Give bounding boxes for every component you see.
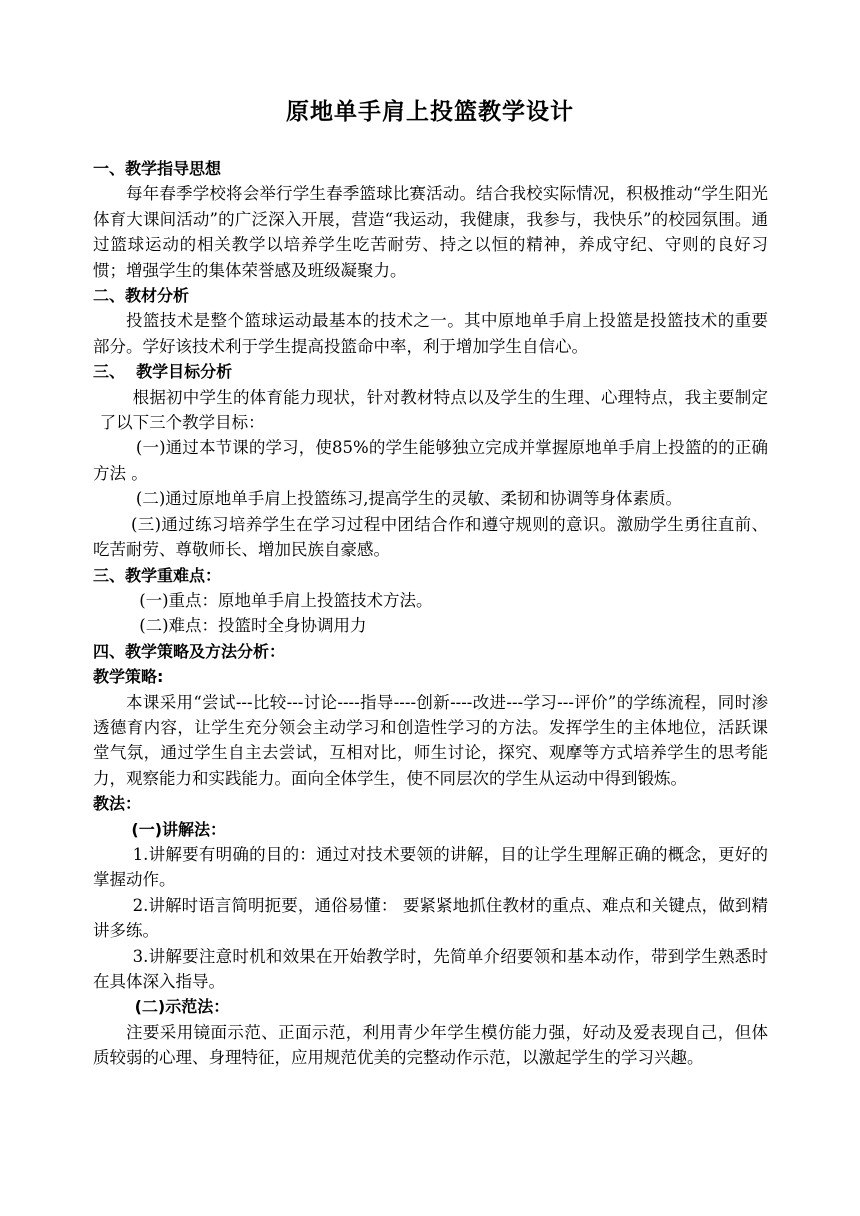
material-analysis-paragraph: 投篮技术是整个篮球运动最基本的技术之一。其中原地单手肩上投篮是投篮技术的重要部分。学好该技术利于学生提高投篮命中率，利于增加学生自信心。 xyxy=(93,311,768,356)
section-heading-strategy: 四、教学策略及方法分析： xyxy=(93,641,286,661)
section-heading-objectives: 三、 教学目标分析 xyxy=(93,362,233,382)
method-demonstration-heading: (二)示范法： xyxy=(134,997,230,1017)
method-explanation-heading: (一)讲解法： xyxy=(131,819,227,839)
document-body xyxy=(93,156,768,1071)
document-title: 原地单手肩上投篮教学设计 xyxy=(286,99,574,125)
key-point-item: (一)重点：原地单手肩上投篮技术方法。 xyxy=(139,590,433,610)
section-heading-key-points: 三、教学重难点： xyxy=(93,565,222,585)
objective-item-3: (三)通过练习培养学生在学习过程中团结合作和遵守规则的意识。激励学生勇往直前、吃苦耐劳、尊敬师长、增加民族自豪感。 xyxy=(93,514,768,560)
objective-item-2: (二)通过原地单手肩上投篮练习,提高学生的灵敏、柔韧和协调等身体素质。 xyxy=(135,489,683,509)
explanation-item-1: 1.讲解要有明确的目的：通过对技术要领的讲解，目的让学生理解正确的概念，更好的掌握动作。 xyxy=(93,844,768,890)
section-heading-material-analysis: 二、教材分析 xyxy=(93,286,190,306)
strategy-paragraph: 本课采用“尝试---比较---讨论----指导----创新----改进---学习---评价”的学练流程，同时渗透德育内容，让学生充分领会主动学习和创造性学习的方法。发挥学生的主体地位，活跃课堂气氛，通过学生自主去尝试，互相对比，师生讨论，探究、观摩等方式培养学生的思考能力，观察能力和实践能力。面向全体学生，使不同层次的学生从运动中得到锻炼。 xyxy=(93,692,768,788)
objectives-intro-paragraph: 根据初中学生的体育能力现状，针对教材特点以及学生的生理、心理特点，我主要制定了以下三个教学目标： xyxy=(99,387,768,433)
difficulty-item: (二)难点：投篮时全身协调用力 xyxy=(139,616,367,636)
strategy-label: 教学策略: xyxy=(93,667,164,687)
explanation-item-3: 3.讲解要注意时机和效果在开始教学时，先简单介绍要领和基本动作，带到学生熟悉时在具体深入指导。 xyxy=(93,946,768,991)
objective-item-1: (一)通过本节课的学习，使85%的学生能够独立完成并掌握原地单手肩上投篮的的正确方法 。 xyxy=(93,438,768,483)
section-heading-guiding-ideology: 一、教学指导思想 xyxy=(93,159,222,178)
guiding-ideology-paragraph: 每年春季学校将会举行学生春季篮球比赛活动。结合我校实际情况，积极推动“学生阳光体育大课间活动”的广泛深入开展，营造“我运动，我健康，我参与，我快乐”的校园氛围。通过篮球运动的相关教学以培养学生吃苦耐劳、持之以恒的精神，养成守纪、守则的良好习惯；增强学生的集体荣誉感及班级凝聚力。 xyxy=(93,184,768,280)
method-label: 教法： xyxy=(93,794,142,814)
explanation-item-2: 2.讲解时语言简明扼要，通俗易懂： 要紧紧地抓住教材的重点、难点和关键点，做到精讲多练。 xyxy=(93,895,768,941)
demonstration-paragraph: 注要采用镜面示范、正面示范，利用青少年学生模仿能力强，好动及爱表现自己，但体质较弱的心理、身理特征，应用规范优美的完整动作示范，以激起学生的学习兴趣。 xyxy=(93,1022,768,1068)
